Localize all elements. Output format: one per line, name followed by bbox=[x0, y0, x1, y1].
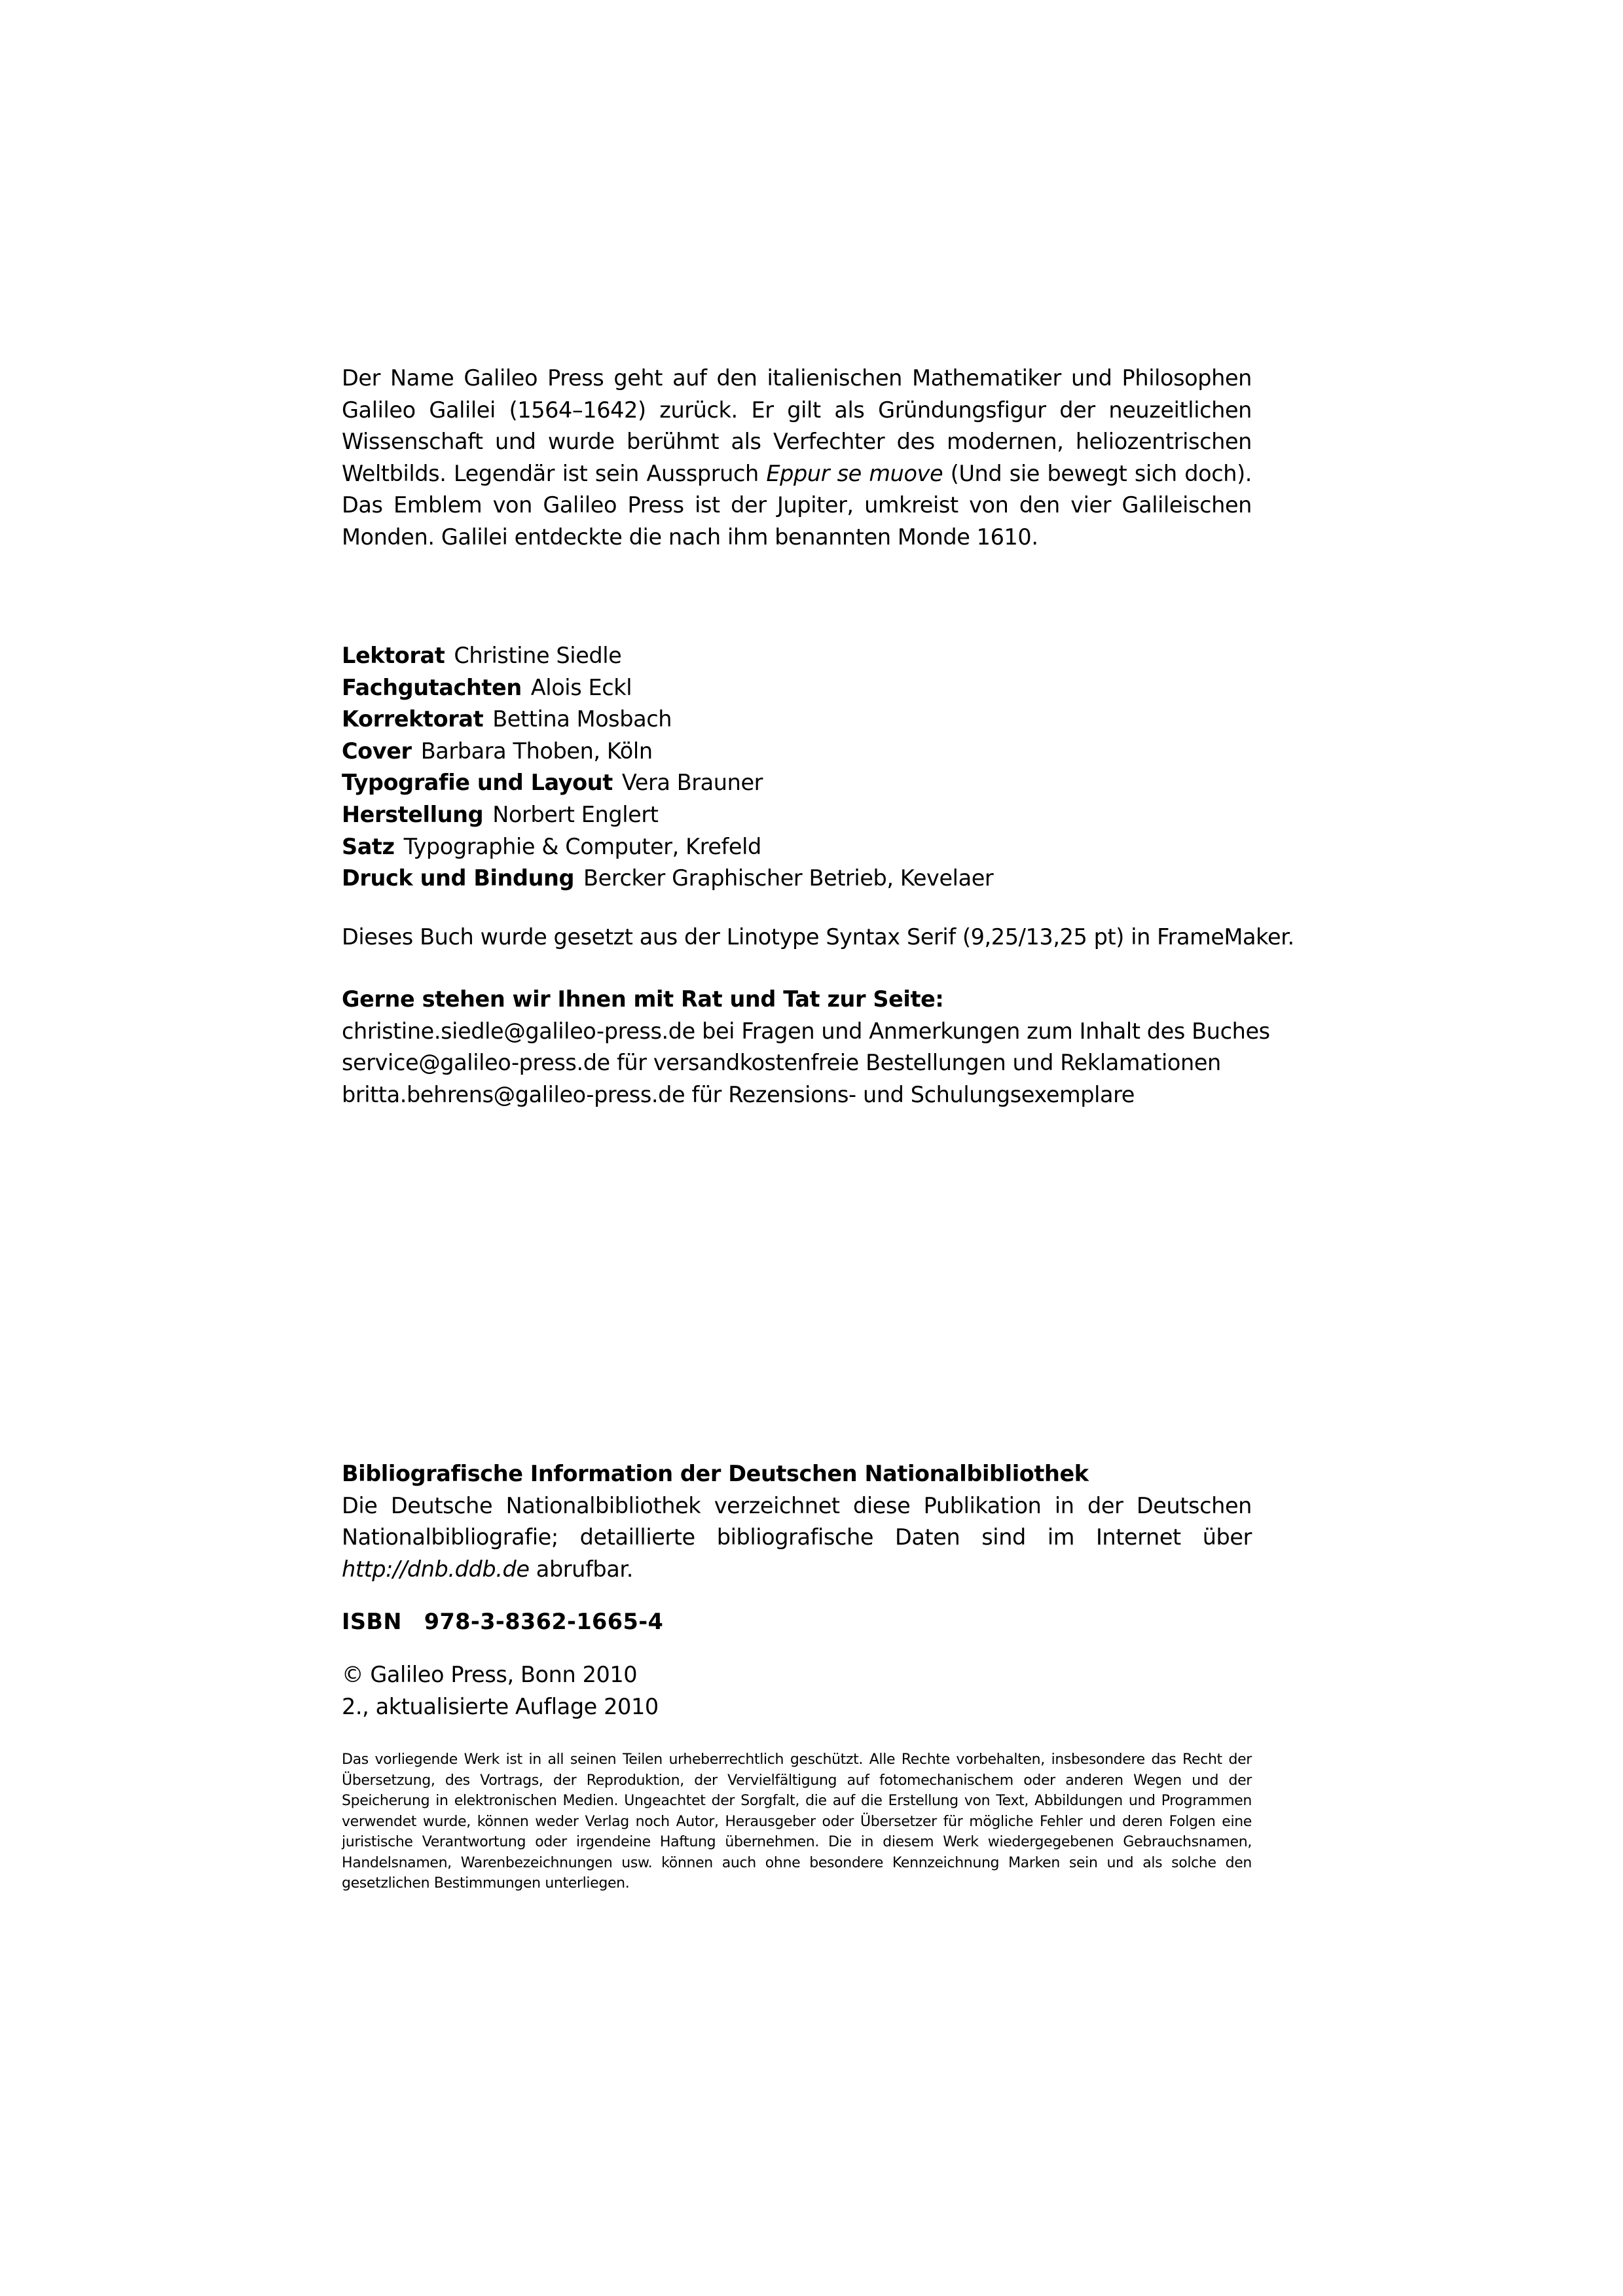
credit-name: Alois Eckl bbox=[530, 674, 632, 700]
biblio-url: http://dnb.ddb.de bbox=[342, 1556, 530, 1582]
typeset-note: Dieses Buch wurde gesetzt aus der Linotype Syntax Serif (9,25/13,25 pt) in FrameMaker. bbox=[342, 924, 1294, 950]
intro-paragraph bbox=[342, 363, 1252, 554]
biblio-text-start: Die Deutsche Nationalbibliothek verzeichnet diese Publikation in der Deutschen Nationalbibliografie; detaillierte bibliografische Daten sind im Internet über bbox=[342, 1492, 1252, 1551]
credit-name: Bettina Mosbach bbox=[492, 706, 672, 732]
credits-list bbox=[342, 640, 1252, 895]
credit-row bbox=[342, 704, 1252, 736]
edition-line: 2., aktualisierte Auflage 2010 bbox=[342, 1693, 659, 1719]
bibliographic-info bbox=[342, 1458, 1252, 1585]
intro-text-end: (Und sie bewegt sich doch). Das Emblem von Galileo Press ist der Jupiter, umkreist von den vier Galileischen Monden. Galilei entdeckte die nach ihm benannten Monde 1610. bbox=[342, 460, 1252, 550]
credit-role: Cover bbox=[342, 738, 412, 764]
legal-notice: Das vorliegende Werk ist in all seinen Teilen urheberrechtlich geschützt. Alle Rechte vorbehalten, insbesondere das Recht der Übersetzung, des Vortrags, der Reproduktion, der Vervielfältigung auf fotomechanischem oder anderen Wegen und der Speicherung in elektronischen Medien. Ungeachtet der Sorgfalt, die auf die Erstellung von Text, Abbildungen und Programmen verwendet wurde, können weder Verlag noch Autor, Herausgeber oder Übersetzer für mögliche Fehler und deren Folgen eine juristische Verantwortung oder irgendeine Haftung übernehmen. Die in diesem Werk wiedergegebenen Gebrauchsnamen, Handelsnamen, Warenbezeichnungen usw. können auch ohne besondere Kennzeichnung Marken sein und als solche den gesetzlichen Bestimmungen unterliegen. bbox=[342, 1751, 1252, 1892]
credit-row bbox=[342, 736, 1252, 768]
credit-name: Barbara Thoben, Köln bbox=[420, 738, 653, 764]
contact-section bbox=[342, 984, 1270, 1111]
credit-name: Typographie & Computer, Krefeld bbox=[403, 833, 761, 859]
credit-role: Druck und Bindung bbox=[342, 865, 575, 891]
contact-line-reviews: britta.behrens@galileo-press.de für Rezensions- und Schulungsexemplare bbox=[342, 1081, 1135, 1107]
contact-line-editor: christine.siedle@galileo-press.de bei Fragen und Anmerkungen zum Inhalt des Buches bbox=[342, 1018, 1270, 1044]
credit-name: Christine Siedle bbox=[454, 643, 622, 668]
credit-role: Herstellung bbox=[342, 801, 484, 827]
contact-line-service: service@galileo-press.de für versandkostenfreie Bestellungen und Reklamationen bbox=[342, 1050, 1221, 1076]
credit-row bbox=[342, 831, 1252, 863]
copyright-line: © Galileo Press, Bonn 2010 bbox=[342, 1662, 638, 1687]
intro-quote-title: Eppur se muove bbox=[766, 460, 943, 486]
biblio-heading: Bibliografische Information der Deutschen Nationalbibliothek bbox=[342, 1461, 1089, 1486]
isbn-label: ISBN bbox=[342, 1609, 402, 1634]
credit-name: Bercker Graphischer Betrieb, Kevelaer bbox=[583, 865, 994, 891]
credit-role: Satz bbox=[342, 833, 395, 859]
biblio-text-end: abrufbar. bbox=[529, 1556, 633, 1582]
credit-row bbox=[342, 863, 1252, 895]
intro-text-start: Der Name Galileo Press geht auf den italienischen Mathematiker und Philosophen Galileo Galilei (1564–1642) zurück. Er gilt als Gründungsfigur der neuzeitlichen Wissenschaft und wurde berühmt als Verfechter des modernen, heliozentrischen Weltbilds. Legendär ist sein Ausspruch bbox=[342, 365, 1252, 486]
credit-name: Vera Brauner bbox=[621, 770, 763, 796]
credit-role: Lektorat bbox=[342, 643, 445, 668]
credit-row bbox=[342, 640, 1252, 672]
contact-heading: Gerne stehen wir Ihnen mit Rat und Tat zur Seite: bbox=[342, 986, 944, 1012]
isbn-line bbox=[342, 1606, 1252, 1638]
credit-row bbox=[342, 672, 1252, 704]
isbn-value: 978-3-8362-1665-4 bbox=[424, 1609, 664, 1634]
credit-row bbox=[342, 767, 1252, 799]
copyright-block bbox=[342, 1659, 1252, 1723]
credit-role: Korrektorat bbox=[342, 706, 484, 732]
credit-role: Typografie und Layout bbox=[342, 770, 613, 796]
credit-name: Norbert Englert bbox=[492, 801, 659, 827]
credit-row bbox=[342, 799, 1252, 831]
credit-role: Fachgutachten bbox=[342, 674, 522, 700]
